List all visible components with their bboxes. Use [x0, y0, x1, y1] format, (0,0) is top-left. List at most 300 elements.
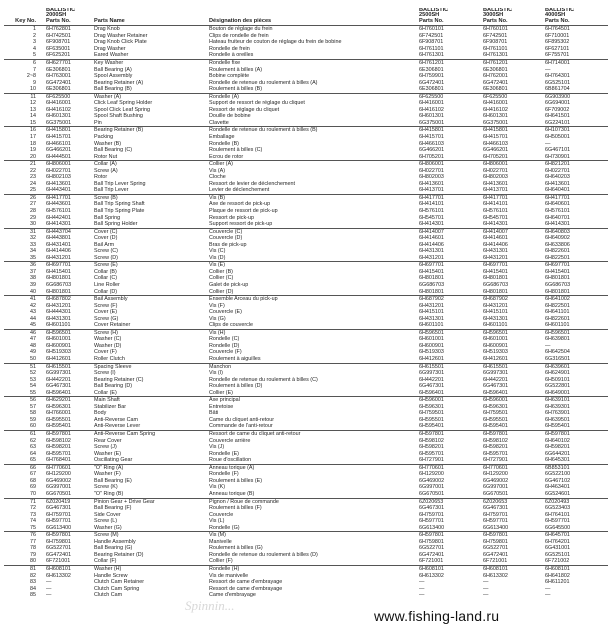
part-no-3000: 6G469002	[483, 477, 509, 484]
part-no-2500: 6E306801	[419, 66, 444, 73]
part-name: Collar (C)	[94, 275, 118, 282]
part-no-2000: 6E306801	[42, 86, 94, 93]
key-no: 32	[30, 235, 36, 242]
part-no-4000: 6F627101	[545, 45, 570, 52]
part-name: Oscillating Gear	[94, 457, 209, 464]
part-no-2500: 6H595701	[419, 450, 444, 457]
key-no: 24	[30, 180, 36, 187]
part-no-2000: 6H413601	[46, 180, 71, 187]
part-no-3000: 6H442201	[483, 376, 508, 383]
part-no-4000: 6G431001	[545, 545, 571, 552]
part-no-2500: 6G997301	[419, 370, 445, 377]
part-no-2500: 6G467301	[419, 505, 445, 512]
part-no-2500: 6H806001	[419, 161, 444, 168]
part-no-3000: 6H762001	[483, 73, 508, 80]
part-no-4000: 6H107301	[545, 127, 570, 134]
designation: Emballage	[209, 133, 235, 140]
part-no-3000: 6H801801	[483, 289, 545, 296]
key-no: 6	[33, 59, 36, 66]
part-no-3000: 6G467301	[483, 383, 509, 390]
part-name: Washer (H)	[94, 565, 122, 572]
key-no: 11	[30, 93, 36, 100]
part-no-4000: 6H822601	[545, 315, 570, 322]
part-no-2000: —	[46, 585, 52, 592]
table-row	[4, 26, 608, 33]
part-no-2500: 6G466201	[419, 147, 445, 154]
part-no-2000: 6H768401	[42, 457, 94, 464]
part-no-4000: 6H764301	[545, 73, 570, 80]
part-name: Screw (L)	[94, 518, 118, 525]
part-no-3000: 6H760101	[483, 26, 508, 33]
key-no: 31	[30, 228, 36, 235]
header-designation: Désignation des pièces	[209, 8, 419, 26]
designation: Rondelle de retenue du roulement à billes (C)	[209, 376, 318, 383]
part-no-4000: 6H608101	[545, 565, 570, 572]
part-name: Ball Spring Holder	[94, 221, 209, 228]
designation: Came d'embrayage	[209, 592, 256, 599]
part-no-2000: 6H601101	[42, 322, 94, 329]
part-no-4000: 6H640701	[545, 214, 570, 221]
part-no-3000: 6H806001	[483, 161, 508, 168]
part-no-3000: 6H466103	[483, 140, 508, 147]
part-no-2000: 6F625201	[42, 52, 94, 59]
part-no-4000: 6H505001	[545, 133, 570, 140]
key-no: 51	[30, 363, 36, 370]
designation: Bras de pick-up	[209, 241, 247, 248]
part-no-3000: 6G997301	[483, 370, 509, 377]
key-no: 84	[30, 585, 36, 592]
part-no-4000: 6G644201	[545, 450, 571, 457]
part-no-2000: 6H442401	[46, 214, 71, 221]
key-no: 81	[30, 565, 36, 572]
part-no-4000: 6H821201	[545, 161, 570, 168]
part-no-2500: 6F908701	[419, 39, 444, 46]
part-no-2000: 6H596401	[42, 390, 94, 397]
part-no-3000: 6H595401	[483, 423, 545, 430]
table-row	[4, 491, 608, 498]
part-no-4000: 6G524601	[545, 491, 608, 498]
part-no-2000: 6H431201	[42, 255, 94, 262]
part-no-3000: 6Z020653	[483, 498, 508, 505]
part-no-2500: 6H601301	[419, 113, 444, 120]
part-no-2500: 6H022701	[419, 167, 444, 174]
part-no-3000: 6H596301	[483, 403, 508, 410]
part-no-2500: 6H431301	[419, 248, 444, 255]
designation: Bobine complète	[209, 73, 250, 80]
part-no-2000: 6H742501	[46, 32, 71, 39]
designation: Ressort de levier de déclenchement	[209, 180, 295, 187]
part-no-3000: 6G472401	[483, 551, 509, 558]
part-no-3000: 6H761201	[483, 59, 508, 66]
key-no: 3	[33, 39, 36, 46]
part-no-2500: 6H759701	[419, 511, 444, 518]
part-no-2500: 6G613400	[419, 525, 483, 532]
designation: Ressort de pick-up	[209, 214, 254, 221]
key-no: 15	[4, 120, 42, 127]
part-no-3000: 6G613400	[483, 525, 545, 532]
designation: Came du cliquet anti-retour	[209, 416, 275, 423]
part-no-2000: 6H759701	[46, 511, 71, 518]
part-no-3000: 6H431301	[483, 315, 508, 322]
part-no-2500: 6H608101	[419, 565, 444, 572]
part-no-2500: 6H413701	[419, 187, 483, 194]
designation: Axe principal	[209, 397, 240, 404]
part-no-2500: 6H545701	[419, 214, 444, 221]
key-no: 85	[30, 592, 36, 599]
part-no-4000: 6H730901	[545, 154, 608, 161]
part-no-2500: 6H595401	[419, 423, 483, 430]
table-row	[4, 194, 608, 201]
part-no-3000: 6G686703	[483, 282, 509, 288]
part-no-2000: 6F625500	[46, 93, 71, 100]
part-no-2000: 6H595501	[46, 416, 71, 423]
part-no-4000: 6H463401	[545, 484, 570, 491]
part-no-4000: 6F721002	[545, 558, 608, 565]
part-no-3000: 6H414301	[483, 221, 545, 228]
key-no: 14	[30, 113, 36, 120]
part-no-2000: 6H597701	[46, 518, 71, 525]
designation: Vis (C)	[209, 248, 226, 255]
part-no-2500: 6H601001	[419, 336, 444, 343]
part-no-4000: 6H597701	[545, 518, 570, 525]
key-no: 2~8	[26, 73, 36, 80]
part-no-3000: 6H727901	[483, 457, 545, 464]
part-no-2500: 6H415801	[419, 127, 444, 134]
designation: Support ressort de pick-up	[209, 221, 419, 228]
table-row	[4, 356, 608, 363]
part-no-2500: 6H761101	[419, 45, 444, 52]
designation: Vis (D)	[209, 255, 419, 262]
key-no: 65	[4, 457, 42, 464]
part-no-2500: 6G472401	[419, 551, 445, 558]
part-no-2500: 6F721001	[419, 558, 483, 565]
part-name: Collar (B)	[94, 268, 117, 275]
part-no-2000: 6G686703	[46, 282, 72, 288]
part-no-2000: 6H576101	[46, 207, 71, 214]
part-name: Rear Cover	[94, 437, 122, 444]
part-name: Cover (C)	[94, 228, 118, 235]
key-no: 83	[30, 579, 36, 586]
part-no-2000: 6H431401	[46, 241, 71, 248]
part-no-3000: 6H597801	[483, 431, 508, 438]
designation: Pignon / Roue de commande	[209, 498, 279, 505]
designation: Roulement à billes (D)	[209, 383, 263, 390]
header-model-4: BALLISTIC 4000SH Parts No.	[545, 8, 608, 26]
table-row	[4, 457, 608, 464]
part-no-4000: 6H649001	[545, 390, 608, 397]
key-no: 43	[30, 309, 36, 316]
key-no: 61	[30, 431, 36, 438]
part-no-4000: 6H639101	[545, 397, 570, 404]
part-no-2500: 6H415401	[419, 268, 444, 275]
key-no: 63	[30, 444, 36, 451]
part-no-2500: 6H687902	[419, 296, 444, 303]
designation: Roulement à billes (E)	[209, 477, 263, 484]
part-no-2500: 6H519303	[419, 349, 444, 356]
table-row	[4, 532, 608, 539]
part-no-4000: 6H640203	[545, 174, 570, 181]
designation: Plaque de ressort de pick-up	[209, 207, 278, 214]
part-name: "O" Ring (B)	[94, 491, 209, 498]
table-row	[4, 363, 608, 370]
part-name: Screw (J)	[94, 444, 117, 451]
part-no-2000: 6H806001	[46, 161, 71, 168]
part-no-2000: 6H443601	[46, 201, 71, 208]
part-no-2500: 6H431201	[419, 302, 444, 309]
key-no: 33	[30, 241, 36, 248]
part-no-2500: 6H414301	[419, 221, 483, 228]
part-name: Collar (D)	[94, 289, 209, 296]
part-no-2000: 6H415401	[46, 268, 71, 275]
part-no-2500: 6H759901	[419, 73, 444, 80]
designation: Vis (H)	[209, 329, 226, 336]
part-name: Clutch Cam	[94, 592, 123, 599]
part-no-4000: 6G903900	[545, 93, 571, 100]
key-no: 79	[30, 551, 36, 558]
part-no-2000: 6H443704	[46, 228, 71, 235]
part-no-2000: 6H466101	[46, 140, 71, 147]
part-no-2500: 6H442201	[419, 376, 444, 383]
part-no-2500: 6H615501	[419, 363, 444, 370]
key-no: 17	[30, 133, 36, 140]
part-no-2000: 6H414406	[46, 248, 71, 255]
key-no: 52	[30, 370, 36, 377]
part-name: Ball Bearing (A)	[94, 66, 132, 73]
part-no-2500: 6H414406	[419, 241, 444, 248]
part-no-2500: 6H413601	[419, 180, 444, 187]
part-name: Ball Trip Lever Spring	[94, 180, 146, 187]
part-no-4000: 6H822601	[545, 248, 570, 255]
part-name: Cover Retainer	[94, 322, 209, 329]
part-no-3000: 6G472401	[483, 79, 509, 86]
part-no-4000: 6H645701	[545, 532, 570, 539]
part-no-2500: 6G997001	[419, 484, 445, 491]
part-no-3000: 6H697701	[483, 262, 508, 269]
table-row	[4, 127, 608, 134]
part-no-2500: 6E306801	[419, 86, 483, 93]
part-no-2500: 6H576101	[419, 207, 444, 214]
part-no-3000: 6H687902	[483, 296, 508, 303]
part-no-2000: 6H442201	[46, 376, 71, 383]
part-no-2000: 6H627701	[46, 59, 71, 66]
key-no: 37	[30, 268, 36, 275]
part-no-2500: 6H801801	[419, 275, 444, 282]
part-no-4000: 6G467101	[545, 147, 571, 154]
part-no-2000: 6H415801	[46, 127, 71, 134]
key-no: 62	[30, 437, 36, 444]
designation: Rondelle (D)	[209, 342, 240, 349]
table-row	[4, 525, 608, 532]
part-no-3000: 6H414601	[483, 235, 508, 242]
part-no-4000: 6H595401	[545, 423, 608, 430]
part-no-2500: 6H597801	[419, 532, 444, 539]
part-no-2500: 6G670501	[419, 491, 483, 498]
part-no-3000: 6H596001	[483, 397, 508, 404]
part-no-2000: 6H601001	[46, 336, 71, 343]
part-no-4000: 6G522801	[545, 383, 571, 390]
part-no-3000: 6E306801	[483, 86, 545, 93]
part-no-4000: 6F709002	[545, 106, 570, 113]
part-name: Packing	[94, 133, 114, 140]
part-no-4000: 6H640902	[545, 235, 570, 242]
header-model-2: BALLISTIC 2500SH Parts No.	[419, 8, 483, 26]
key-no: 75	[4, 525, 42, 532]
designation: Bâti	[209, 410, 219, 417]
table-row	[4, 187, 608, 194]
part-no-2000: 6H431301	[46, 315, 71, 322]
part-no-2500: 6H596501	[419, 329, 444, 336]
key-no: 48	[30, 342, 36, 349]
part-no-2000: 6H596501	[46, 329, 71, 336]
designation: Couvercle (E)	[209, 309, 242, 316]
designation: Vis (K)	[209, 484, 226, 491]
part-no-4000: 6H417701	[545, 194, 570, 201]
part-no-3000: 6H761101	[483, 45, 508, 52]
part-name: Stabilizer Bar	[94, 403, 127, 410]
part-name: Bail Assembly	[94, 296, 128, 303]
part-no-4000: 6H641002	[545, 296, 570, 303]
part-no-3000: 6H431201	[483, 255, 545, 262]
key-no: 36	[30, 262, 36, 269]
key-no: 76	[30, 532, 36, 539]
part-no-2500: 6F742501	[419, 32, 444, 39]
key-no: 45	[4, 322, 42, 329]
designation: Collier (C)	[209, 275, 234, 282]
part-name: Pin	[94, 120, 209, 127]
part-no-4000: 6H639501	[545, 416, 570, 423]
key-no: 57	[30, 403, 36, 410]
part-no-3000: 6H413601	[483, 180, 508, 187]
key-no: 82	[30, 572, 36, 579]
part-no-4000: 6H641802	[545, 572, 570, 579]
part-no-2500: —	[419, 592, 425, 599]
key-no: 69	[30, 484, 36, 491]
part-no-2500: 6H431201	[419, 255, 483, 262]
part-no-2000: 6H417701	[46, 194, 71, 201]
part-no-4000: 6G525101	[545, 79, 571, 86]
part-name: Clutch Cam Spring	[94, 585, 140, 592]
part-no-2500: 6H760101	[419, 26, 444, 33]
part-name: Screw (A)	[94, 167, 118, 174]
part-no-3000: 6H417701	[483, 194, 508, 201]
part-no-2500: 6H598102	[419, 437, 444, 444]
part-no-3000: 6H431301	[483, 248, 508, 255]
part-no-2500: 6G686703	[419, 282, 445, 288]
key-no: 21	[30, 161, 36, 168]
part-no-2500: 6H597801	[419, 431, 444, 438]
part-name: Click Leaf Spring Holder	[94, 100, 153, 107]
part-no-3000: 6G997001	[483, 484, 509, 491]
part-no-4000: 6H509101	[545, 376, 570, 383]
part-name: Washer (E)	[94, 450, 122, 457]
part-no-2500: 6H129200	[419, 471, 444, 478]
part-no-2000: 6H766001	[46, 410, 71, 417]
part-no-2500: 6H761301	[419, 52, 483, 59]
part-no-2000: 6G522701	[46, 545, 72, 552]
part-no-3000: 6H597701	[483, 518, 508, 525]
part-no-4000: 6G686703	[545, 282, 571, 288]
part-name: Main Shaft	[94, 397, 120, 404]
part-no-2000: 6G469002	[46, 477, 72, 484]
part-name: Cover (F)	[94, 349, 117, 356]
designation: Levier de déclenchement	[209, 187, 419, 194]
part-no-2000: 6H595701	[46, 450, 71, 457]
part-no-4000: 6B861704	[545, 86, 608, 93]
designation: Vis (G)	[209, 315, 226, 322]
part-name: Rotor Nut	[94, 154, 209, 161]
part-no-4000: 6H624901	[545, 370, 570, 377]
part-no-3000: 6H431201	[483, 302, 508, 309]
part-no-4000: —	[545, 585, 551, 592]
key-no: 44	[30, 315, 36, 322]
part-no-2500: 6G467301	[419, 383, 445, 390]
designation: Commande de l'anti-retour	[209, 423, 419, 430]
key-no: 30	[4, 221, 42, 228]
designation: Entretoise	[209, 403, 234, 410]
part-name: Screw (D)	[94, 255, 209, 262]
part-no-2000: 6H443801	[46, 235, 71, 242]
designation: Couvercle (D)	[209, 235, 243, 242]
part-no-4000: 6H413601	[545, 180, 570, 187]
part-no-2500: 6H417701	[419, 194, 444, 201]
part-no-4000: 6H801801	[545, 289, 608, 296]
part-no-4000: —	[545, 66, 551, 73]
key-no: 19	[30, 147, 36, 154]
part-no-2500: 6H727901	[419, 457, 483, 464]
table-row	[4, 93, 608, 100]
table-row	[4, 322, 608, 329]
part-no-2000: 6H022701	[46, 167, 71, 174]
table-row	[4, 397, 608, 404]
part-no-2000: 6H601301	[46, 113, 71, 120]
part-name: Washer (G)	[94, 525, 209, 532]
key-no: 23	[30, 174, 36, 181]
part-no-4000: —	[545, 342, 551, 349]
designation: Anneau torique (B)	[209, 491, 419, 498]
designation: Rondelle (E)	[209, 450, 239, 457]
part-name: Cover (E)	[94, 309, 118, 316]
part-name: Bearing Retainer (A)	[94, 79, 144, 86]
part-name: Washer (F)	[94, 471, 121, 478]
part-no-3000: 6H802003	[483, 174, 508, 181]
part-name: Screw (E)	[94, 262, 118, 269]
designation: Roulement à billes (F)	[209, 505, 262, 512]
key-no: 68	[30, 477, 36, 484]
part-no-3000: 6H022701	[483, 167, 508, 174]
designation: Rondelle de retenue du roulement à billes (A)	[209, 79, 318, 86]
part-no-2000: 6G467301	[46, 505, 72, 512]
part-no-4000: 6H640803	[545, 228, 570, 235]
part-no-2000: 6H802103	[46, 174, 71, 181]
part-name: Screw (M)	[94, 532, 119, 539]
part-no-3000: —	[483, 592, 489, 599]
part-no-4000: 6H822501	[545, 255, 608, 262]
part-no-4000: 6H640102	[545, 437, 570, 444]
part-no-2000: 6F908701	[46, 39, 71, 46]
part-no-2500: 6H466103	[419, 140, 444, 147]
designation: Clips de rondelle de frein	[209, 32, 269, 39]
part-no-3000: 6H759701	[483, 511, 508, 518]
part-no-2000: —	[46, 592, 52, 599]
part-name: Washer (A)	[94, 93, 122, 100]
part-name: Spool Assembly	[94, 73, 133, 80]
part-no-4000: 6H642504	[545, 349, 570, 356]
part-no-4000: 6G316501	[545, 356, 608, 363]
designation: Galet de pick-up	[209, 282, 249, 288]
part-no-4000: 6H022701	[545, 167, 570, 174]
key-no: 49	[30, 349, 36, 356]
part-no-2000: 6G997301	[46, 370, 72, 377]
